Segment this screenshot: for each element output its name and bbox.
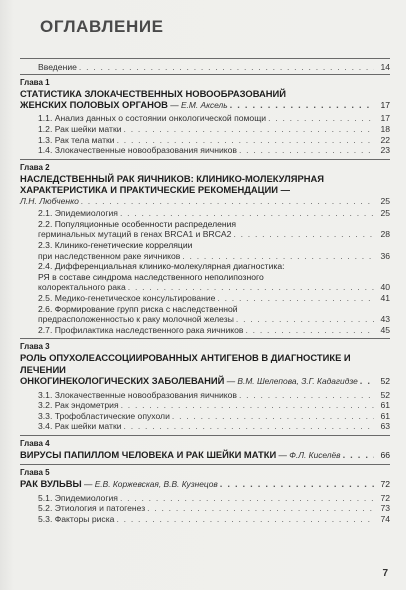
toc-page-number: 66 (380, 449, 390, 460)
leader-dots (120, 208, 374, 219)
toc-entry-label: 2.5. Медико-генетическое консультирование (38, 292, 216, 303)
leader-dots (343, 449, 374, 460)
chapter-author: — В.М. Шелепова, З.Г. Кадагидзе (224, 376, 358, 387)
chapter-author-row[interactable] (20, 196, 390, 207)
toc-entry-label: герминальных мутаций в генах BRCA1 и BRCA2 (38, 229, 232, 240)
toc-page-number: 73 (380, 503, 390, 514)
chapter-title-line[interactable]: НАСЛЕДСТВЕННЫЙ РАК ЯИЧНИКОВ: КЛИНИКО-МОЛЕКУЛЯРНАЯ (20, 172, 324, 184)
toc-entry[interactable] (20, 421, 390, 432)
leader-dots (217, 293, 374, 304)
toc-page-number: 17 (380, 113, 390, 124)
toc-entry[interactable] (20, 293, 390, 304)
toc-page-number: 61 (380, 400, 390, 411)
toc-page-number: 61 (380, 410, 390, 421)
leader-dots (124, 124, 374, 135)
toc-entry[interactable] (20, 113, 390, 124)
toc-entry-label: Введение (38, 62, 77, 72)
toc-entry-label: 1.2. Рак шейки матки (38, 124, 122, 134)
toc-page-number: 72 (380, 479, 390, 490)
toc-entry-label: 1.1. Анализ данных о состоянии онкологической помощи (38, 113, 267, 124)
toc-entry-label: 5.3. Факторы риска (38, 513, 115, 524)
toc-entry-label: колоректального рака (38, 282, 126, 293)
toc-page-number: 36 (380, 250, 390, 261)
chapter-label: Глава 5 (20, 468, 50, 478)
toc-page-number: 17 (380, 100, 390, 110)
toc-page-number: 72 (380, 492, 390, 503)
toc-page-number: 43 (380, 314, 390, 325)
divider (20, 58, 390, 59)
toc-entry[interactable] (20, 400, 390, 411)
leader-dots (128, 282, 374, 293)
toc-entry-line: 2.3. Клинико-генетические корреляции (38, 239, 193, 250)
chapter-title-line[interactable]: ХАРАКТЕРИСТИКА И ПРАКТИЧЕСКИЕ РЕКОМЕНДАЦИИ — (20, 184, 290, 196)
leader-dots (172, 411, 374, 422)
toc-entry-line: 2.4. Дифференциальная клинико-молекулярная диагностика: (38, 261, 285, 272)
chapter-title-line: ВИРУСЫ ПАПИЛЛОМ ЧЕЛОВЕКА И РАК ШЕЙКИ МАТКИ (20, 448, 277, 460)
chapter-heading[interactable] (20, 449, 390, 461)
chapter-title-line[interactable]: СТАТИСТИКА ЗЛОКАЧЕСТВЕННЫХ НОВООБРАЗОВАНИЙ (20, 87, 287, 99)
toc-entry-label: 1.4. Злокачественные новообразования яичников (38, 145, 237, 156)
leader-dots (120, 493, 374, 504)
chapter-label: Глава 3 (20, 342, 50, 352)
toc-entry-label: 2.1. Эпидемиология (38, 208, 118, 219)
chapter-heading[interactable] (20, 375, 390, 387)
toc-entry[interactable] (20, 514, 390, 525)
divider (20, 74, 390, 75)
toc-entry[interactable] (20, 314, 390, 325)
toc-entry-label: 3.3. Трофобластические опухоли (38, 410, 170, 421)
toc-page-number: 25 (380, 208, 390, 219)
leader-dots (121, 400, 374, 411)
divider (20, 464, 390, 465)
page-title: ОГЛАВЛЕНИЕ (40, 17, 164, 36)
chapter-author: — Ф.Л. Киселёв (276, 449, 341, 460)
chapter-title-line: РАК ВУЛЬВЫ (20, 478, 82, 490)
table-of-contents (20, 58, 390, 525)
leader-dots (220, 478, 374, 489)
toc-entry-line: 2.6. Формирование групп риска с наследственной (38, 303, 238, 314)
chapter-heading[interactable] (20, 478, 390, 490)
toc-entry[interactable] (20, 493, 390, 504)
toc-entry-label: 3.1. Злокачественные новообразования яичников (38, 389, 237, 400)
divider (20, 435, 390, 436)
chapter-title-line: ЖЕНСКИХ ПОЛОВЫХ ОРГАНОВ (20, 99, 168, 110)
toc-page-number: 63 (380, 421, 390, 432)
chapter-title-line: ОНКОГИНЕКОЛОГИЧЕСКИХ ЗАБОЛЕВАНИЙ (20, 375, 225, 387)
toc-page-number: 28 (380, 229, 390, 240)
chapter-label: Глава 2 (20, 162, 50, 172)
toc-page-number: 22 (380, 134, 390, 145)
toc-page-number: 52 (380, 376, 390, 387)
toc-page-number: 40 (380, 282, 390, 293)
leader-dots (124, 421, 374, 432)
leader-dots (268, 113, 374, 124)
toc-entry-line: 2.2. Популяционные особенности распределения (38, 218, 237, 229)
chapter-author: Л.Н. Любченко (20, 195, 79, 206)
toc-entry-label: 3.2. Рак эндометрия (38, 400, 119, 411)
toc-entry[interactable] (20, 503, 390, 514)
leader-dots (117, 135, 374, 146)
toc-entry[interactable] (20, 135, 390, 146)
toc-entry-label: при наследственном раке яичников (38, 250, 181, 261)
toc-page-number: 14 (380, 62, 390, 72)
toc-entry-label: 5.2. Этиология и патогенез (38, 503, 146, 514)
leader-dots (230, 99, 374, 110)
toc-entry[interactable] (20, 325, 390, 336)
leader-dots (79, 62, 374, 73)
leader-dots (239, 145, 374, 156)
toc-page-number: 18 (380, 124, 390, 134)
toc-entry[interactable] (20, 251, 390, 262)
toc-page-number: 74 (380, 513, 390, 524)
toc-entry-label: 1.3. Рак тела матки (38, 134, 115, 145)
leader-dots (236, 314, 374, 325)
page-number: 7 (382, 568, 388, 579)
toc-entry[interactable] (20, 145, 390, 156)
leader-dots (239, 390, 374, 401)
toc-entry-label: 2.7. Профилактика наследственного рака яичников (38, 324, 244, 335)
leader-dots (116, 514, 374, 525)
toc-entry-line: РЯ в составе синдрома наследственного неполипозного (38, 271, 264, 282)
chapter-author: — Е.М. Аксель (167, 100, 228, 110)
toc-entry-label: предрасположенностью к раку молочной железы (38, 314, 234, 325)
leader-dots (147, 503, 374, 514)
chapter-heading[interactable] (20, 99, 390, 111)
toc-entry[interactable] (20, 411, 390, 422)
chapter-title-line[interactable]: РОЛЬ ОПУХОЛЕАССОЦИИРОВАННЫХ АНТИГЕНОВ В ДИАГНОСТИКЕ И ЛЕЧЕНИИ (20, 352, 351, 375)
toc-page-number: 45 (380, 324, 390, 335)
toc-entry[interactable] (20, 229, 390, 240)
toc-entry[interactable] (20, 282, 390, 293)
toc-entry-label: 5.1. Эпидемиология (38, 492, 118, 503)
leader-dots (360, 375, 374, 386)
chapter-author: — Е.В. Коржевская, В.В. Кузнецов (81, 479, 218, 490)
divider (20, 338, 390, 339)
toc-entry-intro[interactable] (20, 62, 390, 73)
toc-entry[interactable] (20, 390, 390, 401)
chapter-label: Глава 4 (20, 438, 50, 448)
divider (20, 159, 390, 160)
chapter-label: Глава 1 (20, 77, 50, 87)
leader-dots (246, 325, 375, 336)
leader-dots (182, 251, 374, 262)
toc-page-number: 41 (380, 292, 390, 303)
leader-dots (233, 229, 374, 240)
leader-dots (81, 196, 374, 207)
toc-page-number: 52 (380, 389, 390, 400)
toc-entry[interactable] (20, 208, 390, 219)
toc-entry[interactable] (20, 124, 390, 135)
toc-page-number: 23 (380, 145, 390, 156)
toc-page-number: 25 (380, 195, 390, 206)
toc-entry-label: 3.4. Рак шейки матки (38, 421, 122, 432)
